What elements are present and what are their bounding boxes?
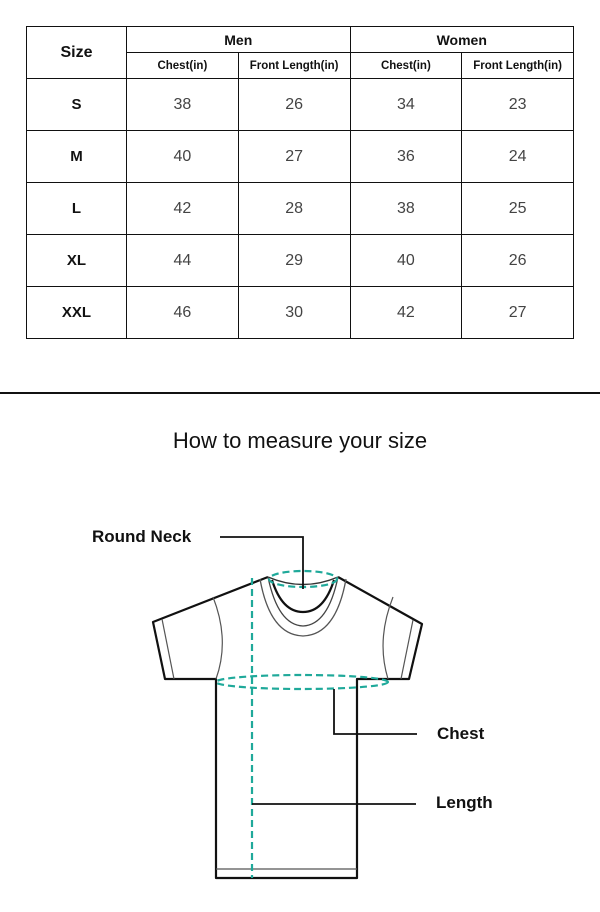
table-row xyxy=(27,131,574,183)
women-group-header: Women xyxy=(350,27,574,53)
men-chest-header: Chest(in) xyxy=(127,53,239,79)
women-length-cell: 27 xyxy=(462,287,574,339)
size-cell: XL xyxy=(27,235,127,287)
measure-lines xyxy=(216,571,388,878)
men-chest-cell: 42 xyxy=(127,183,239,235)
chest-pointer-line xyxy=(334,689,417,734)
size-cell: XXL xyxy=(27,287,127,339)
men-group-header: Men xyxy=(127,27,351,53)
chest-label: Chest xyxy=(437,724,485,743)
women-length-cell: 23 xyxy=(462,79,574,131)
men-chest-cell: 40 xyxy=(127,131,239,183)
women-chest-cell: 40 xyxy=(350,235,462,287)
size-column-header: Size xyxy=(27,27,127,79)
women-chest-cell: 36 xyxy=(350,131,462,183)
neck-pointer-line xyxy=(220,537,303,589)
men-length-cell: 26 xyxy=(238,79,350,131)
length-label: Length xyxy=(436,793,493,812)
men-length-cell: 30 xyxy=(238,287,350,339)
women-length-cell: 25 xyxy=(462,183,574,235)
women-length-cell: 24 xyxy=(462,131,574,183)
men-chest-cell: 46 xyxy=(127,287,239,339)
tshirt-icon xyxy=(153,577,422,878)
men-length-header: Front Length(in) xyxy=(238,53,350,79)
size-cell: S xyxy=(27,79,127,131)
chest-measure-line xyxy=(216,675,388,689)
women-length-cell: 26 xyxy=(462,235,574,287)
size-chart-table xyxy=(26,26,574,339)
tshirt-measure-diagram xyxy=(0,500,600,912)
men-length-cell: 27 xyxy=(238,131,350,183)
measure-guide-title: How to measure your size xyxy=(172,428,428,453)
round-neck-label: Round Neck xyxy=(92,527,192,546)
women-chest-cell: 34 xyxy=(350,79,462,131)
men-chest-cell: 38 xyxy=(127,79,239,131)
pointer-lines xyxy=(220,537,417,804)
table-row xyxy=(27,235,574,287)
women-length-header: Front Length(in) xyxy=(462,53,574,79)
men-chest-cell: 44 xyxy=(127,235,239,287)
women-chest-cell: 42 xyxy=(350,287,462,339)
table-row xyxy=(27,183,574,235)
men-length-cell: 28 xyxy=(238,183,350,235)
section-divider xyxy=(0,392,600,394)
men-length-cell: 29 xyxy=(238,235,350,287)
women-chest-header: Chest(in) xyxy=(350,53,462,79)
size-cell: M xyxy=(27,131,127,183)
table-row xyxy=(27,287,574,339)
table-row xyxy=(27,79,574,131)
women-chest-cell: 38 xyxy=(350,183,462,235)
size-cell: L xyxy=(27,183,127,235)
